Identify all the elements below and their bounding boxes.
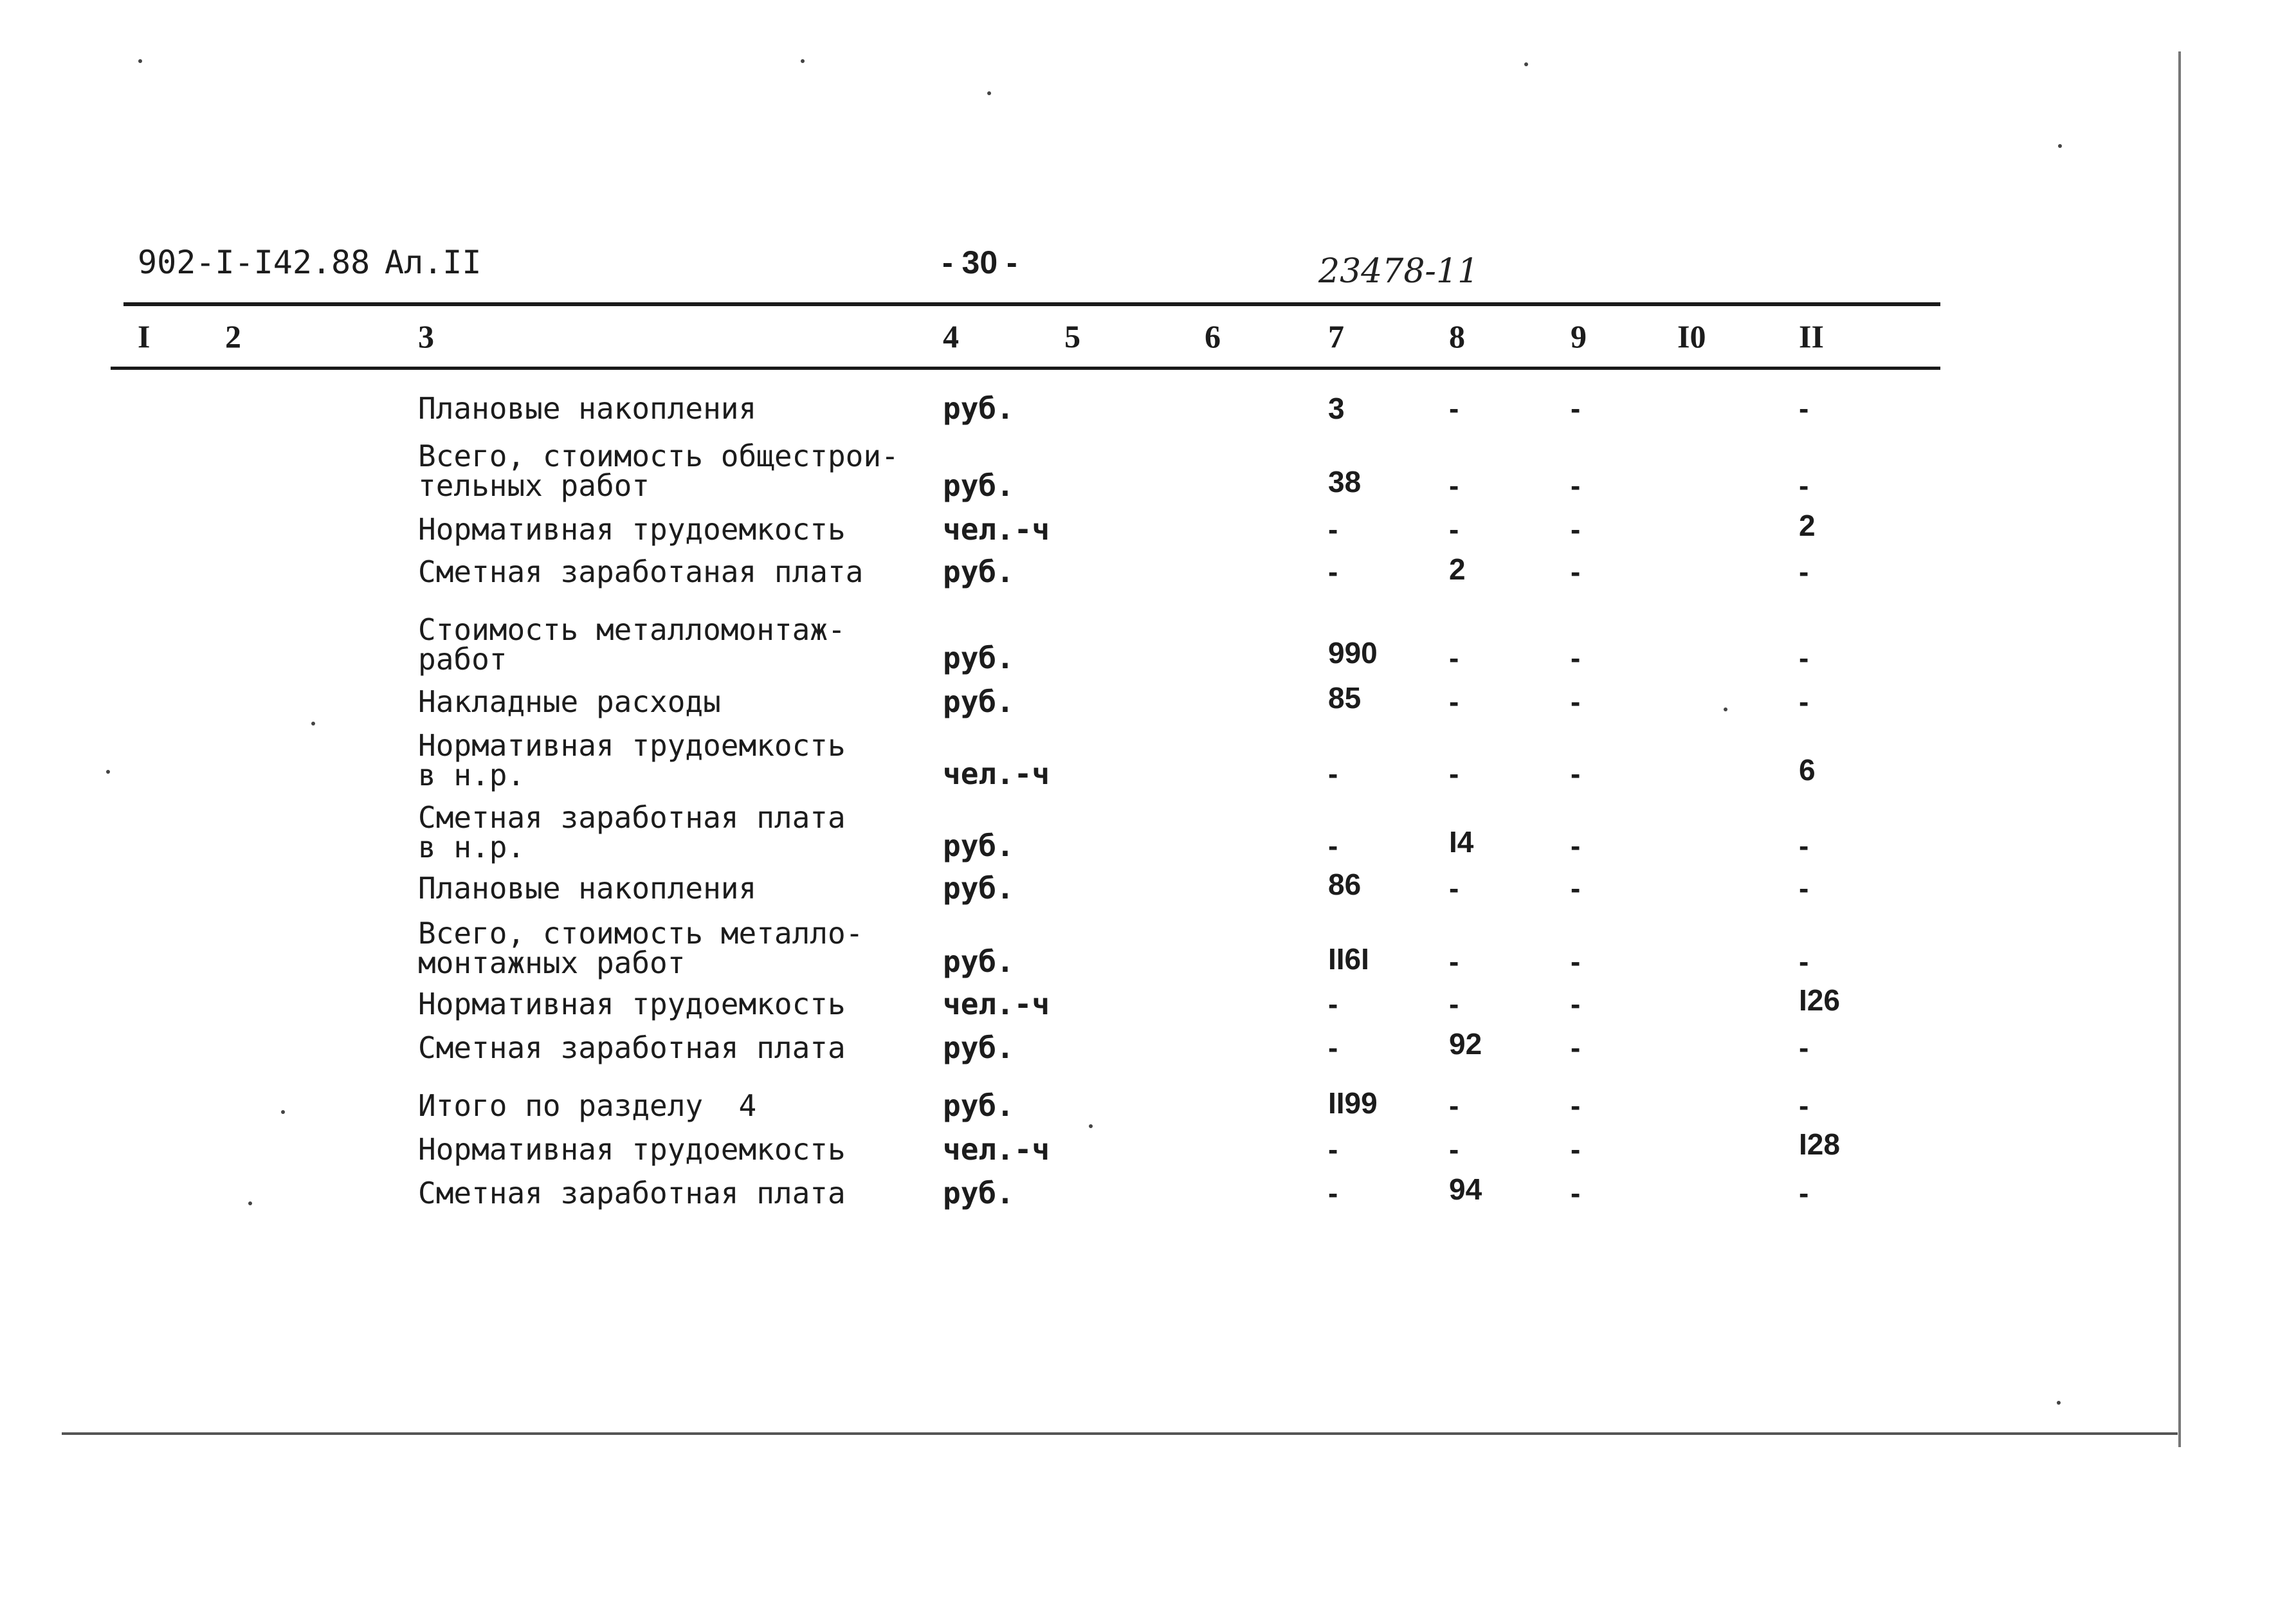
row-col8-value: - xyxy=(1449,513,1459,546)
row-col9-value: - xyxy=(1571,1031,1581,1064)
row-col8-value: - xyxy=(1449,469,1459,502)
row-col11-value: - xyxy=(1799,871,1809,905)
row-col9-value: - xyxy=(1571,469,1581,502)
column-header-8: 8 xyxy=(1449,318,1465,354)
row-col11-value: - xyxy=(1799,1089,1809,1122)
row-col8-value: - xyxy=(1449,987,1459,1021)
column-header-5: 5 xyxy=(1064,318,1080,354)
row-col8-value: - xyxy=(1449,1133,1459,1166)
scan-speck xyxy=(801,59,805,63)
row-unit: чел.-ч xyxy=(943,756,1050,791)
row-col7-value: - xyxy=(1328,829,1338,862)
row-unit: руб. xyxy=(943,391,1014,426)
row-col7-value: - xyxy=(1328,987,1338,1021)
row-col9-value: - xyxy=(1571,945,1581,978)
row-col8-value: - xyxy=(1449,871,1459,905)
row-description: Нормативная трудоемкость xyxy=(418,1132,846,1167)
column-header-2: 2 xyxy=(225,318,241,354)
row-col9-value: - xyxy=(1571,1089,1581,1122)
row-col11-value: - xyxy=(1799,1031,1809,1064)
scan-speck xyxy=(1724,707,1727,711)
row-unit: руб. xyxy=(943,828,1014,863)
row-unit: руб. xyxy=(943,1030,1014,1065)
row-col11-value: - xyxy=(1799,945,1809,978)
row-col8-value: - xyxy=(1449,685,1459,718)
row-col7-value: - xyxy=(1328,1176,1338,1210)
row-col8-value: I4 xyxy=(1449,825,1474,859)
row-description: Накладные расходы xyxy=(418,684,721,719)
row-description: Плановые накопления xyxy=(418,871,757,906)
row-col9-value: - xyxy=(1571,829,1581,862)
row-col11-value: I28 xyxy=(1799,1127,1840,1161)
row-description: Нормативная трудоемкость xyxy=(418,512,846,547)
row-unit: чел.-ч xyxy=(943,1132,1050,1167)
row-description: Нормативная трудоемкость в н.р. xyxy=(418,728,846,792)
row-unit: руб. xyxy=(943,1176,1014,1210)
row-col8-value: - xyxy=(1449,641,1459,675)
scan-speck xyxy=(281,1110,285,1114)
column-header-4: 4 xyxy=(943,318,959,354)
row-col7-value: - xyxy=(1328,555,1338,588)
row-unit: чел.-ч xyxy=(943,512,1050,547)
row-unit: руб. xyxy=(943,641,1014,675)
row-col11-value: - xyxy=(1799,469,1809,502)
scan-speck xyxy=(106,770,110,774)
row-col11-value: - xyxy=(1799,392,1809,425)
row-col7-value: 86 xyxy=(1328,868,1362,901)
scan-speck xyxy=(1089,1124,1093,1128)
row-description: Всего, стоимость металло- монтажных работ xyxy=(418,916,864,980)
row-description: Сметная заработаная плата xyxy=(418,554,864,589)
column-header-1: I xyxy=(138,318,150,354)
row-col8-value: 2 xyxy=(1449,552,1466,586)
row-col7-value: II6I xyxy=(1328,942,1369,976)
handwritten-stamp-number: 23478-11 xyxy=(1318,252,1479,291)
row-col7-value: 85 xyxy=(1328,681,1362,715)
row-col9-value: - xyxy=(1571,871,1581,905)
scan-speck xyxy=(987,91,991,95)
scan-speck xyxy=(311,722,315,725)
column-header-7: 7 xyxy=(1328,318,1344,354)
row-col11-value: - xyxy=(1799,829,1809,862)
scan-speck xyxy=(2058,144,2062,148)
row-col11-value: - xyxy=(1799,555,1809,588)
column-header-11: II xyxy=(1799,318,1824,354)
sheet-designation: Ал.II xyxy=(385,244,482,281)
row-unit: чел.-ч xyxy=(943,987,1050,1021)
scan-speck xyxy=(2057,1401,2061,1405)
row-col9-value: - xyxy=(1571,555,1581,588)
row-col9-value: - xyxy=(1571,641,1581,675)
row-col9-value: - xyxy=(1571,987,1581,1021)
row-col11-value: 2 xyxy=(1799,509,1816,542)
row-unit: руб. xyxy=(943,1088,1014,1123)
page-bottom-rule xyxy=(62,1432,2178,1435)
row-unit: руб. xyxy=(943,871,1014,906)
row-col11-value: 6 xyxy=(1799,753,1816,787)
column-header-6: 6 xyxy=(1205,318,1221,354)
row-col11-value: I26 xyxy=(1799,983,1840,1017)
row-unit: руб. xyxy=(943,684,1014,719)
row-description: Сметная заработная плата xyxy=(418,1176,846,1210)
row-col9-value: - xyxy=(1571,1133,1581,1166)
column-header-10: I0 xyxy=(1677,318,1706,354)
row-col7-value: - xyxy=(1328,513,1338,546)
row-col7-value: 990 xyxy=(1328,636,1378,670)
row-description: Всего, стоимость общестрои- тельных работ xyxy=(418,439,899,503)
row-col7-value: II99 xyxy=(1328,1086,1378,1120)
row-unit: руб. xyxy=(943,554,1014,589)
column-header-9: 9 xyxy=(1571,318,1587,354)
row-col11-value: - xyxy=(1799,1176,1809,1210)
scan-speck xyxy=(138,59,142,63)
row-col7-value: - xyxy=(1328,1031,1338,1064)
page-number: - 30 - xyxy=(942,244,1017,280)
row-col7-value: - xyxy=(1328,757,1338,790)
row-col7-value: 3 xyxy=(1328,392,1345,425)
row-col8-value: 92 xyxy=(1449,1027,1482,1061)
row-col11-value: - xyxy=(1799,641,1809,675)
row-col8-value: - xyxy=(1449,392,1459,425)
row-description: Итого по разделу 4 xyxy=(418,1088,757,1123)
row-col9-value: - xyxy=(1571,392,1581,425)
table-top-rule xyxy=(123,302,1940,306)
row-col11-value: - xyxy=(1799,685,1809,718)
row-col8-value: - xyxy=(1449,945,1459,978)
scan-speck xyxy=(248,1201,252,1205)
row-description: Сметная заработная плата xyxy=(418,1030,846,1065)
row-description: Сметная заработная плата в н.р. xyxy=(418,800,846,864)
page-right-edge-rule xyxy=(2178,51,2181,1447)
row-col9-value: - xyxy=(1571,1176,1581,1210)
row-col7-value: 38 xyxy=(1328,465,1362,498)
row-unit: руб. xyxy=(943,944,1014,979)
row-description: Нормативная трудоемкость xyxy=(418,987,846,1021)
row-col8-value: - xyxy=(1449,757,1459,790)
row-col8-value: - xyxy=(1449,1089,1459,1122)
row-description: Плановые накопления xyxy=(418,391,757,426)
scan-speck xyxy=(1524,62,1528,66)
column-header-3: 3 xyxy=(418,318,434,354)
table-header-rule xyxy=(111,367,1940,370)
row-description: Стоимость металломонтаж- работ xyxy=(418,612,846,677)
document-code: 902-I-I42.88 xyxy=(138,244,370,281)
row-unit: руб. xyxy=(943,468,1014,503)
row-col7-value: - xyxy=(1328,1133,1338,1166)
row-col8-value: 94 xyxy=(1449,1172,1482,1206)
row-col9-value: - xyxy=(1571,513,1581,546)
row-col9-value: - xyxy=(1571,685,1581,718)
row-col9-value: - xyxy=(1571,757,1581,790)
